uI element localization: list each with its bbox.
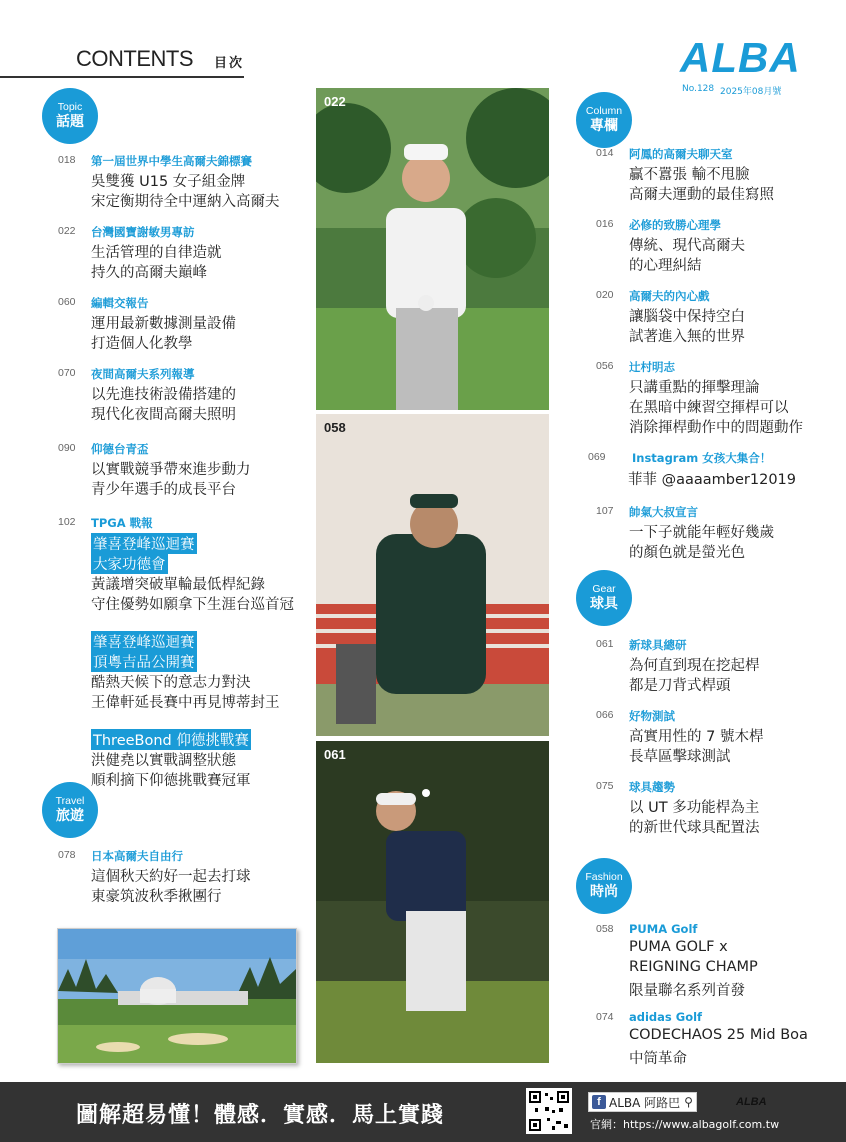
- photo-number: 022: [324, 94, 346, 109]
- entry-line: 中筒革命: [629, 1051, 687, 1067]
- entry-category: 辻村明志: [629, 360, 675, 374]
- page-number: 016: [596, 218, 614, 230]
- gear-badge: Gear 球具: [576, 570, 632, 626]
- header-rule: [0, 76, 244, 78]
- entry-line: 現代化夜間高爾夫照明: [91, 407, 236, 423]
- toc-entry[interactable]: [596, 922, 846, 999]
- page-number: 058: [596, 923, 614, 935]
- toc-entry[interactable]: [58, 441, 308, 498]
- entry-line: 宋定衡期待全中運納入高爾夫: [91, 194, 280, 210]
- entry-line: 吳雙獲 U15 女子組金牌: [91, 174, 246, 190]
- toc-entry[interactable]: [588, 450, 838, 488]
- clubhouse-photo: [57, 928, 297, 1064]
- entry-line: 以 UT 多功能桿為主: [629, 800, 760, 816]
- golfer-fashion-illustration: [316, 414, 549, 736]
- entry-category: 新球具總研: [629, 638, 687, 652]
- entry-category: Instagram 女孩大集合！: [632, 451, 772, 465]
- page-number: 066: [596, 709, 614, 721]
- toc-entry[interactable]: [596, 708, 846, 765]
- entry-line: REIGNING CHAMP: [629, 959, 758, 975]
- entry-category: PUMA Golf: [629, 922, 698, 936]
- golfer-chipping-illustration: [316, 741, 549, 1063]
- entry-category: 阿鳳的高爾夫聊天室: [629, 147, 733, 161]
- toc-entry[interactable]: [58, 224, 308, 281]
- page-number: 060: [58, 296, 76, 308]
- highlight-title: 頂粵吉品公開賽: [91, 651, 197, 672]
- entry-category: 高爾夫的內心戲: [629, 289, 710, 303]
- photo-022: [316, 88, 549, 410]
- toc-entry[interactable]: [596, 146, 846, 203]
- entry-line: CODECHAOS 25 Mid Boa: [629, 1027, 808, 1043]
- entry-line: 菲菲 @aaaamber12019: [628, 472, 796, 488]
- page-number: 075: [596, 780, 614, 792]
- photo-058: [316, 414, 549, 736]
- entry-line: 長草區擊球測試: [629, 749, 731, 765]
- issue-number: No.128: [682, 84, 715, 94]
- entry-line: 的顏色就是螢光色: [629, 545, 745, 561]
- toc-entry[interactable]: [58, 295, 308, 352]
- footer-slogan: 圖解超易懂！體感．實感．馬上實踐: [76, 1103, 445, 1128]
- footer-logo: ALBA: [736, 1096, 767, 1108]
- entry-line: 以先進技術設備搭建的: [91, 387, 236, 403]
- column-badge: Column 專欄: [576, 92, 632, 148]
- entry-line: 打造個人化教學: [91, 336, 193, 352]
- entry-category: TPGA 戰報: [91, 516, 153, 530]
- toc-entry[interactable]: [596, 217, 846, 274]
- photo-number: 058: [324, 420, 346, 435]
- entry-line: 的心理糾結: [629, 258, 702, 274]
- entry-category: 帥氣大叔宣言: [629, 505, 698, 519]
- page-number: 070: [58, 367, 76, 379]
- entry-category: adidas Golf: [629, 1010, 703, 1024]
- entry-line: 以實戰競爭帶來進步動力: [91, 462, 251, 478]
- entry-line: 持久的高爾夫巔峰: [91, 265, 207, 281]
- toc-entry[interactable]: [58, 848, 308, 905]
- page-number: 061: [596, 638, 614, 650]
- toc-entry[interactable]: [596, 288, 846, 345]
- page-number: 074: [596, 1011, 614, 1023]
- toc-entry[interactable]: [596, 779, 846, 836]
- toc-entry[interactable]: [596, 504, 846, 561]
- entry-line: 高實用性的 7 號木桿: [629, 729, 764, 745]
- entry-category: 仰德台青盃: [91, 442, 149, 456]
- highlight-title: 肇喜登峰巡迴賽: [91, 533, 197, 554]
- entry-line: 運用最新數據測量設備: [91, 316, 236, 332]
- search-icon: ⚲: [684, 1095, 693, 1109]
- entry-category: 必修的致勝心理學: [629, 218, 721, 232]
- entry-line: 一下子就能年輕好幾歲: [629, 525, 774, 541]
- entry-line: 這個秋天約好一起去打球: [91, 869, 251, 885]
- entry-category: 夜間高爾夫系列報導: [91, 367, 195, 381]
- facebook-search-box[interactable]: [588, 1092, 697, 1112]
- toc-entry[interactable]: [596, 637, 846, 694]
- facebook-icon: f: [592, 1095, 606, 1109]
- fashion-badge: Fashion 時尚: [576, 858, 632, 914]
- toc-entry[interactable]: [58, 631, 308, 711]
- entry-category: 編輯交報告: [91, 296, 149, 310]
- entry-line: 在黑暗中練習空揮桿可以: [629, 400, 789, 416]
- entry-line: 順利摘下仰德挑戰賽冠軍: [91, 773, 251, 789]
- entry-category: 好物測試: [629, 709, 675, 723]
- entry-line: 東豪筑波秋季揪團行: [91, 889, 222, 905]
- highlight-title: 大家功德會: [91, 553, 168, 574]
- page-number: 056: [596, 360, 614, 372]
- toc-entry[interactable]: [58, 515, 308, 611]
- travel-badge: Travel 旅遊: [42, 782, 98, 838]
- entry-line: 限量聯名系列首發: [629, 983, 745, 999]
- photo-061: [316, 741, 549, 1063]
- entry-category: 第一屆世界中學生高爾夫錦標賽: [91, 154, 252, 168]
- photo-number: 061: [324, 747, 346, 762]
- alba-logo: ALBA: [680, 34, 801, 81]
- highlight-title: 肇喜登峰巡迴賽: [91, 631, 197, 652]
- entry-line: 讓腦袋中保持空白: [629, 309, 745, 325]
- entry-line: 守住優勢如願拿下生涯台巡首冠: [91, 597, 294, 613]
- qr-code-icon[interactable]: [526, 1088, 572, 1134]
- page-number: 102: [58, 516, 76, 528]
- entry-line: 的新世代球具配置法: [629, 820, 760, 836]
- entry-line: 高爾夫運動的最佳寫照: [629, 187, 774, 203]
- entry-category: 台灣國寶謝敏男專訪: [91, 225, 195, 239]
- entry-line: 酷熱天候下的意志力對決: [91, 675, 251, 691]
- facebook-page-name: ALBA 阿路巴: [609, 1095, 681, 1110]
- entry-line: 贏不囂張 輸不甩臉: [629, 167, 750, 183]
- page-number: 018: [58, 154, 76, 166]
- toc-entry[interactable]: [596, 359, 846, 436]
- toc-entry[interactable]: [596, 1010, 846, 1067]
- toc-entry[interactable]: [58, 366, 308, 423]
- golfer-portrait-illustration: [316, 88, 549, 410]
- page-number: 090: [58, 442, 76, 454]
- page-number: 014: [596, 147, 614, 159]
- toc-entry[interactable]: [58, 729, 308, 789]
- page-number: 069: [588, 451, 606, 463]
- issue-date: 2025年08月號: [720, 87, 782, 97]
- topic-badge: Topic 話題: [42, 88, 98, 144]
- entry-line: 試著進入無的世界: [629, 329, 745, 345]
- entry-line: 王偉軒延長賽中再見博蒂封王: [91, 695, 280, 711]
- entry-category: 球具趨勢: [629, 780, 675, 794]
- toc-entry[interactable]: [58, 153, 308, 210]
- contents-subtitle: 目次: [214, 56, 245, 71]
- entry-line: 洪健堯以實戰調整狀態: [91, 753, 236, 769]
- entry-line: 青少年選手的成長平台: [91, 482, 236, 498]
- page-number: 107: [596, 505, 614, 517]
- entry-line: 傳統、現代高爾夫: [629, 238, 745, 254]
- page-number: 022: [58, 225, 76, 237]
- entry-line: 黃議增突破單輪最低桿紀錄: [91, 577, 265, 593]
- clubhouse-illustration: [58, 929, 296, 1063]
- highlight-title: ThreeBond 仰德挑戰賽: [91, 729, 251, 750]
- entry-line: 都是刀背式桿頭: [629, 678, 731, 694]
- entry-line: 生活管理的自律造就: [91, 245, 222, 261]
- entry-line: 只講重點的揮擊理論: [629, 380, 760, 396]
- entry-line: 消除揮桿動作中的問題動作: [629, 420, 803, 436]
- entry-category: 日本高爾夫自由行: [91, 849, 183, 863]
- contents-title: CONTENTS: [76, 46, 193, 71]
- page-number: 078: [58, 849, 76, 861]
- page-number: 020: [596, 289, 614, 301]
- entry-line: PUMA GOLF x: [629, 939, 728, 955]
- website-url[interactable]: 官網：https://www.albagolf.com.tw: [590, 1118, 780, 1131]
- entry-line: 為何直到現在挖起桿: [629, 658, 760, 674]
